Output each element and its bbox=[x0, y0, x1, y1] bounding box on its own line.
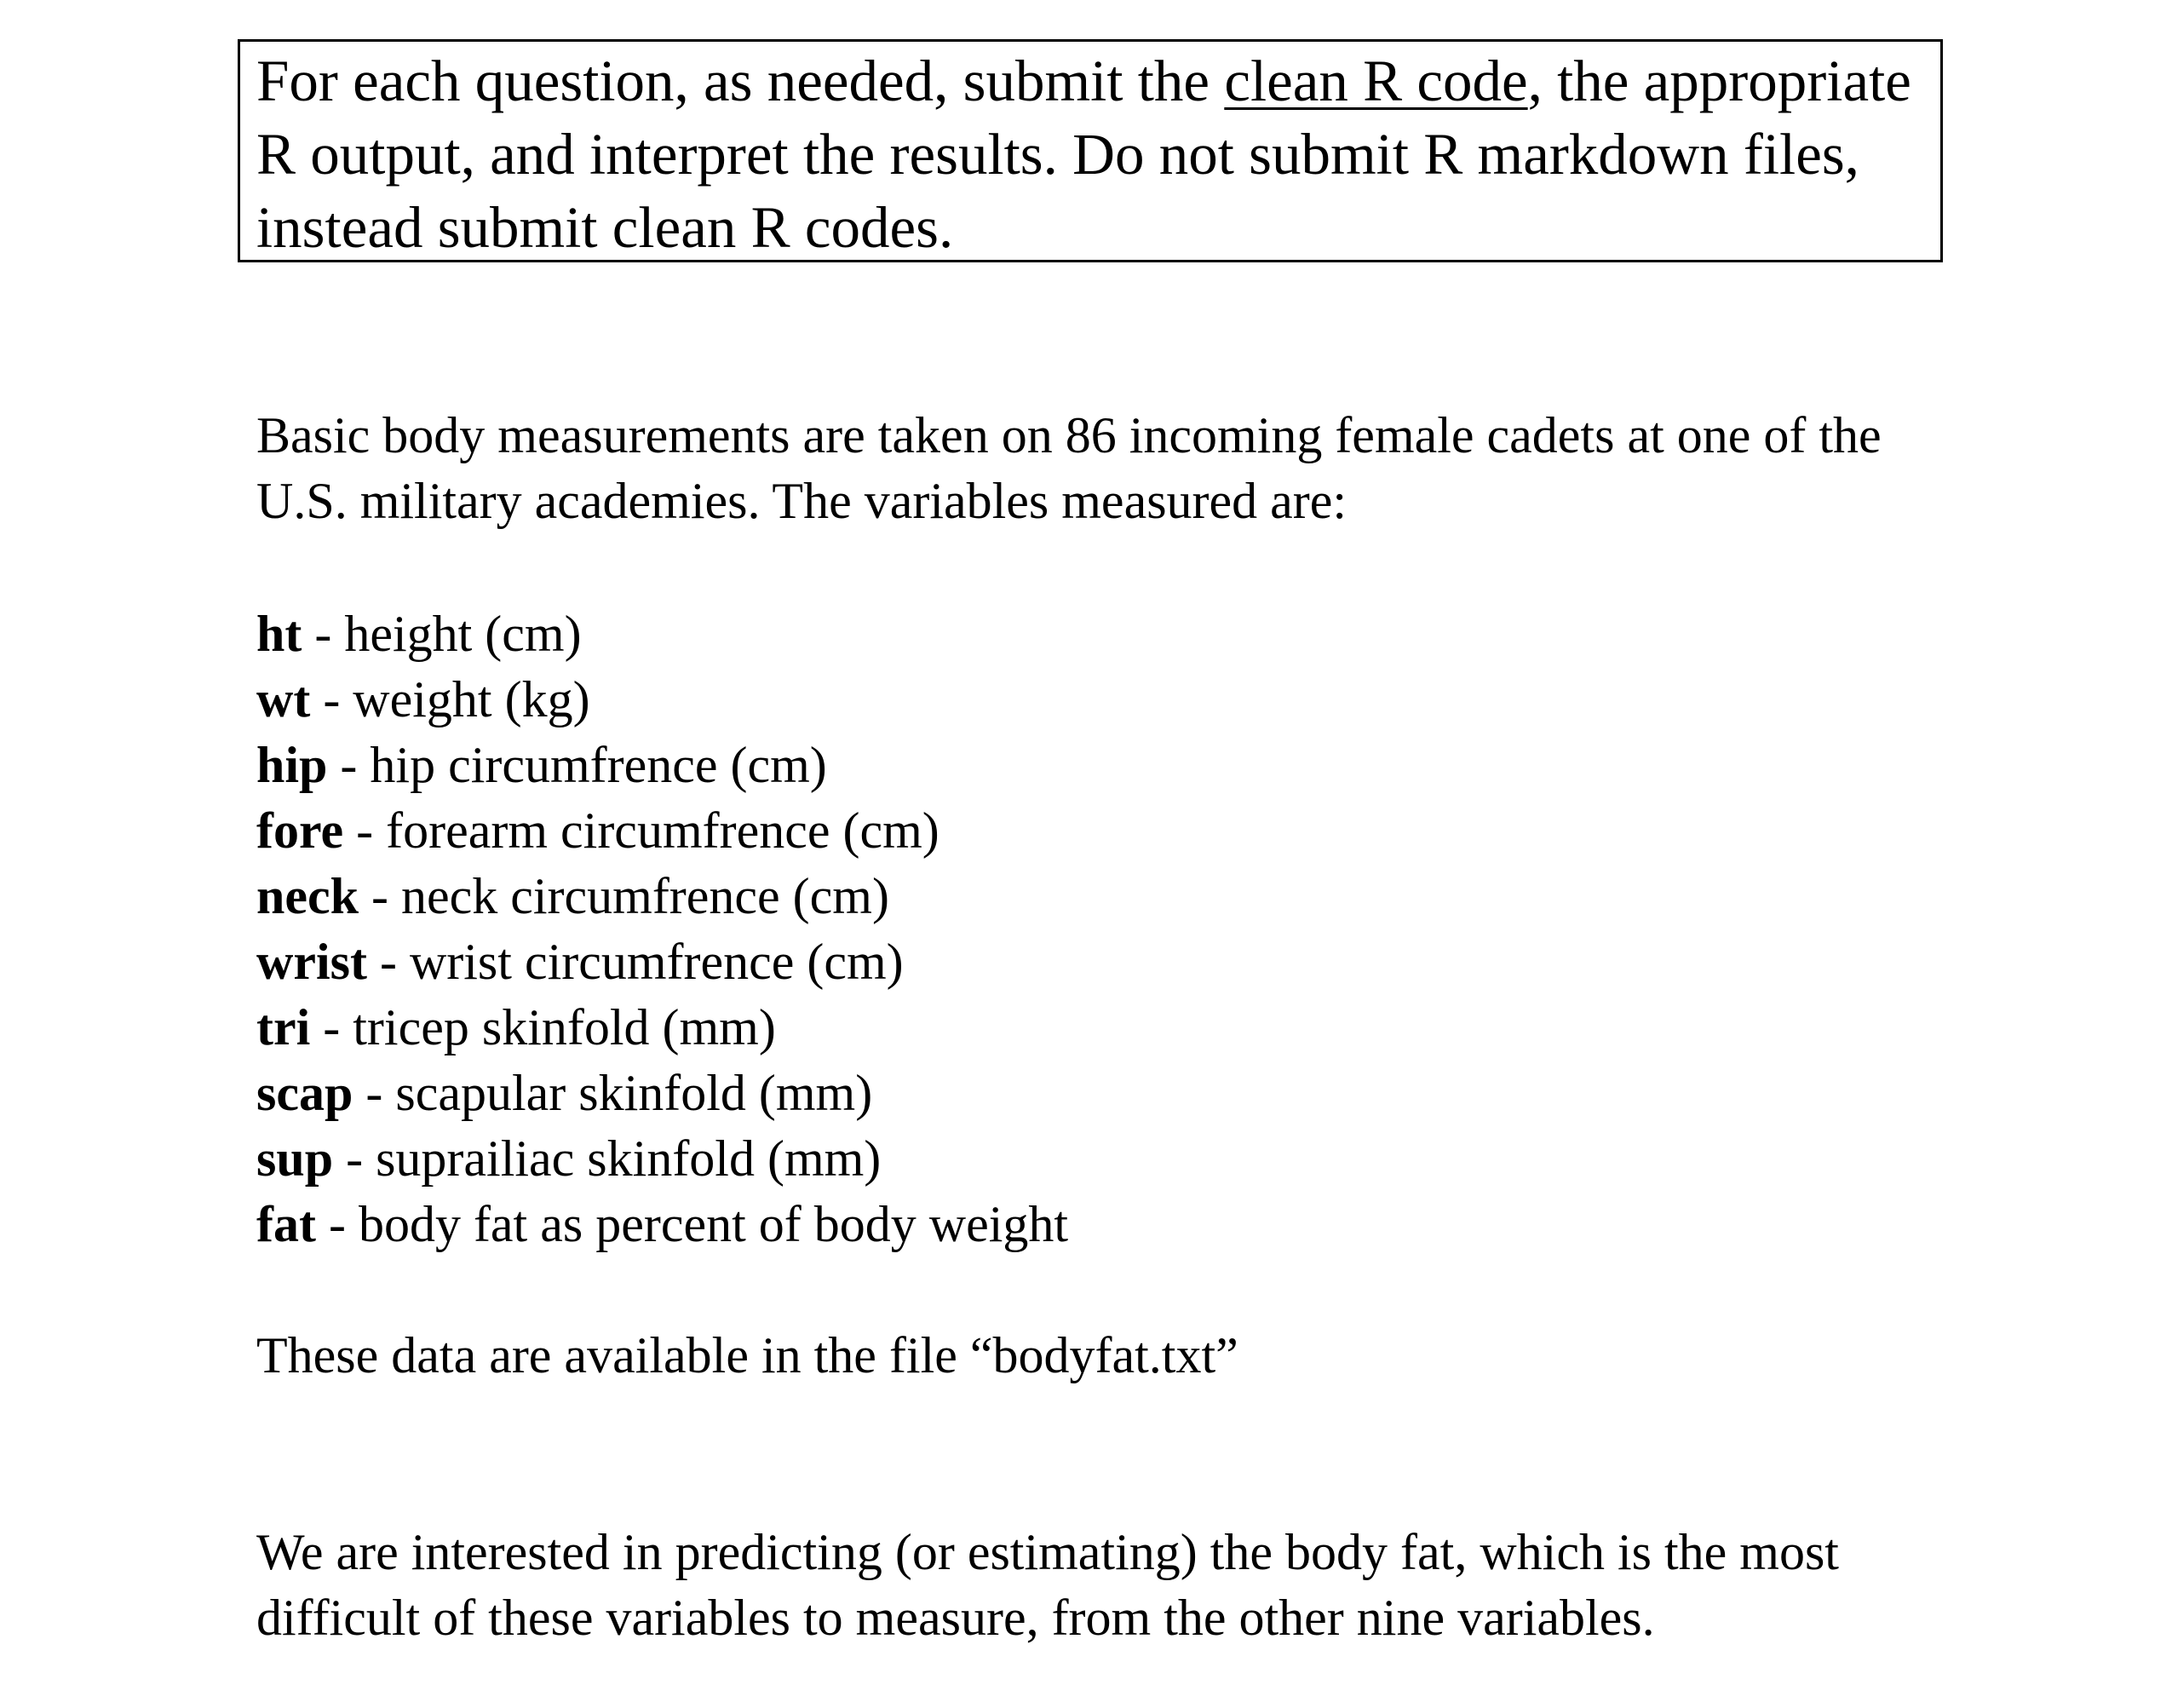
variable-description: - hip circumfrence (cm) bbox=[327, 737, 827, 793]
instructions-text-end: , the appropriate R output, and interpret the results. Do not submit R markdown files, instead submit clean R codes. bbox=[256, 49, 1911, 260]
variable-list bbox=[256, 601, 1960, 1257]
variable-item bbox=[256, 1061, 1960, 1126]
variable-item bbox=[256, 667, 1960, 733]
variable-item bbox=[256, 798, 1960, 864]
variable-item bbox=[256, 864, 1960, 929]
variable-code: wrist bbox=[256, 934, 367, 990]
goal-paragraph: We are interested in predicting (or estimating) the body fat, which is the most difficult of these variables to measure, from the other nine variables. bbox=[256, 1524, 1839, 1646]
intro-paragraph: Basic body measurements are taken on 86 incoming female cadets at one of the U.S. military academies. The variables measured are: bbox=[256, 407, 1882, 529]
variable-description: - suprailiac skinfold (mm) bbox=[333, 1130, 882, 1187]
variable-description: - height (cm) bbox=[302, 606, 582, 662]
variable-code: tri bbox=[256, 999, 311, 1055]
variable-description: - neck circumfrence (cm) bbox=[359, 868, 889, 924]
variable-code: sup bbox=[256, 1130, 334, 1187]
variable-item bbox=[256, 1126, 1960, 1192]
variable-code: wt bbox=[256, 671, 311, 727]
variable-item bbox=[256, 601, 1960, 667]
variable-description: - scapular skinfold (mm) bbox=[353, 1065, 873, 1121]
variable-item bbox=[256, 929, 1960, 995]
clean-r-code-emphasis: clean R code bbox=[1224, 49, 1528, 113]
variable-code: ht bbox=[256, 606, 302, 662]
variable-description: - wrist circumfrence (cm) bbox=[366, 934, 904, 990]
variable-item bbox=[256, 1192, 1960, 1257]
variable-item bbox=[256, 995, 1960, 1061]
instructions-text bbox=[256, 44, 1926, 264]
variable-description: - body fat as percent of body weight bbox=[315, 1196, 1069, 1252]
variable-code: fore bbox=[256, 802, 344, 859]
variable-code: neck bbox=[256, 868, 359, 924]
variable-item bbox=[256, 733, 1960, 798]
variable-code: fat bbox=[256, 1196, 316, 1252]
variable-code: hip bbox=[256, 737, 328, 793]
variable-description: - weight (kg) bbox=[310, 671, 590, 727]
data-availability-note: These data are available in the file “bodyfat.txt” bbox=[256, 1327, 1238, 1383]
variable-code: scap bbox=[256, 1065, 353, 1121]
instructions-text-start: For each question, as needed, submit the bbox=[256, 49, 1225, 113]
variable-description: - tricep skinfold (mm) bbox=[310, 999, 776, 1055]
variable-description: - forearm circumfrence (cm) bbox=[343, 802, 939, 859]
